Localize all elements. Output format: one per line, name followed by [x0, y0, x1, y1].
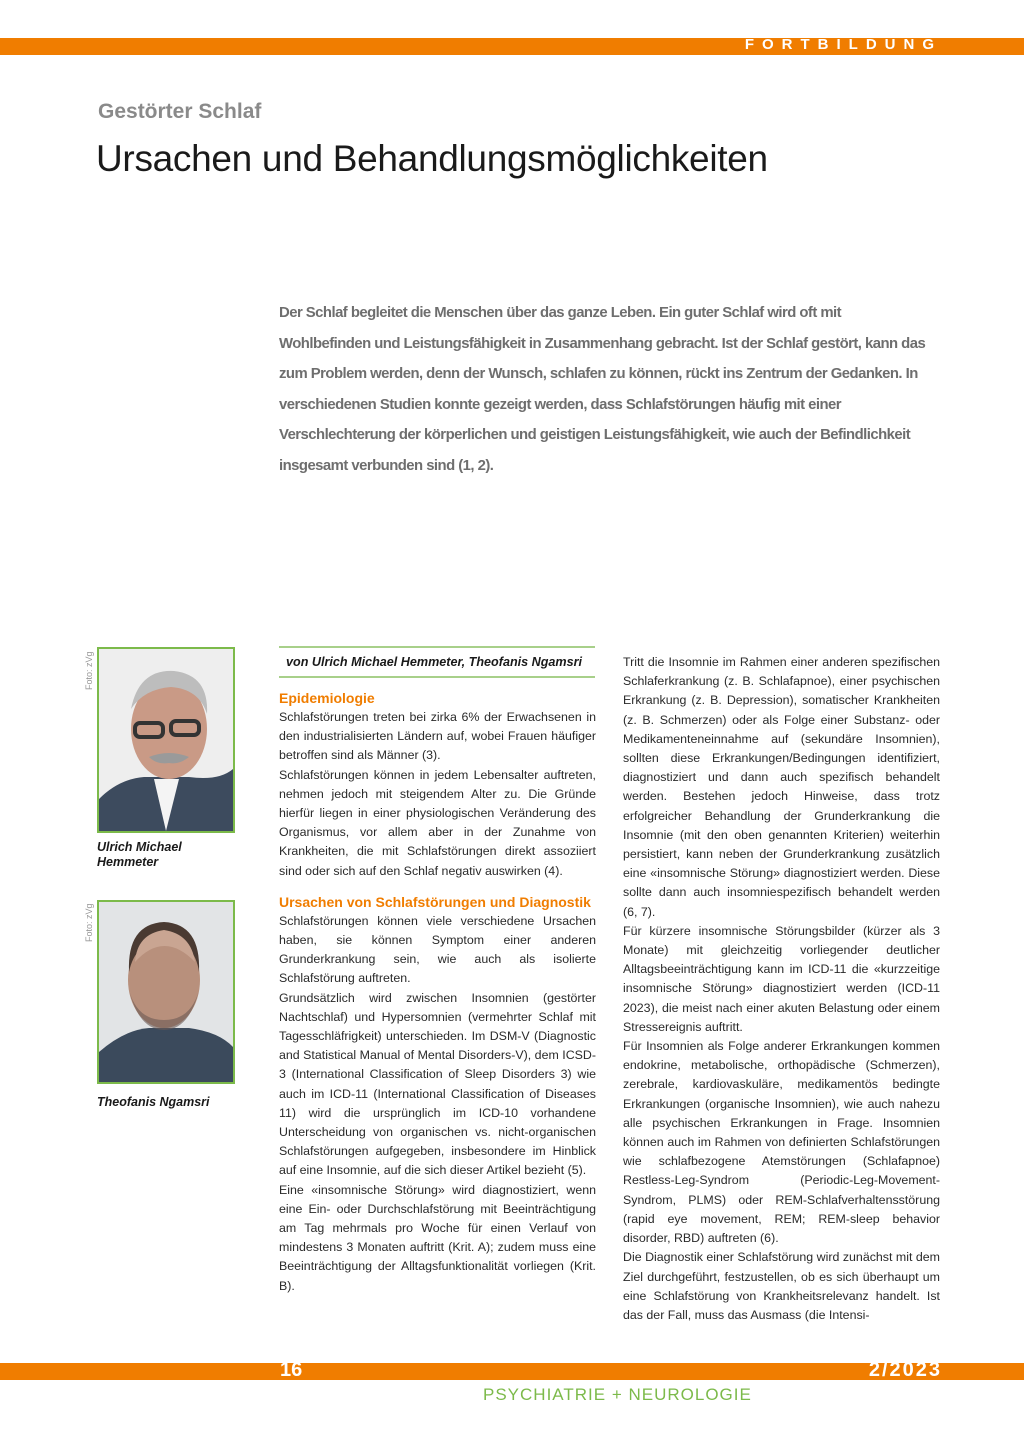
section-label: FORTBILDUNG	[744, 36, 942, 53]
page-number: 16	[280, 1359, 303, 1381]
text-column-2	[623, 653, 940, 1325]
section-heading: Epidemiologie	[279, 690, 375, 706]
issue-number: 2/2023	[868, 1359, 942, 1381]
author-portrait-icon	[99, 902, 233, 1082]
author-caption: Theofanis Ngamsri	[97, 1095, 210, 1109]
byline: von Ulrich Michael Hemmeter, Theofanis Ngamsri	[286, 655, 583, 669]
paragraph: Für Insomnien als Folge anderer Erkrankungen kommen endokrine, metabolische, orthopädische (Schmerzen), zerebrale, kardiovaskuläre, medikamentös bedingte Erkrankungen (organische Insomnien), wie auch nahezu alle psychischen Erkrankungen in Frage. Insomnien können auch im Rahmen von definierten Schlafstörungen wie schlafbezogene Atemstörungen (Schlafapnoe) Restless-Leg-Syndrom (Periodic-Leg-Movement-Syndrom, PLMS) oder REM-Schlafverhaltensstörung (rapid eye movement, REM; REM-sleep behavior disorder, RBD) auftreten (6).	[623, 1039, 940, 1246]
paragraph: Grundsätzlich wird zwischen Insomnien (gestörter Nachtschlaf) und Hypersomnien (vermehrter Schlaf mit Tagesschläfrigkeit) unterschieden. Im DSM-V (Diagnostic and Statistical Manual of Mental Disorders-V), dem ICSD-3 (International Classification of Sleep Disorders 3) wie auch im ICD-11 (International Classification of Diseases 11) wird die ursprünglich im ICD-10 vorhandene Unterscheidung von organischen vs. nicht-organischen Schlafstörungen aufgegeben, insbesondere im Hinblick auf eine Insomnie, auf die sich dieser Artikel bezieht (5).	[279, 990, 596, 1178]
paragraph: Eine «insomnische Störung» wird diagnostiziert, wenn eine Ein- oder Durchschlafstörung mit Beeinträchtigung am Tag mehrmals pro Woche für einen Verlauf von mindestens 3 Monaten auftritt (Krit. A); zudem muss eine Beeinträchtigung der Alltagsfunktionalität vorliegen (Krit. B).	[279, 1182, 596, 1293]
article-title: Ursachen und Behandlungsmöglichkeiten	[96, 138, 768, 179]
photo-credit: Foto: zVg	[84, 903, 94, 942]
section-bar	[0, 38, 1024, 55]
text-column-1	[279, 689, 596, 1296]
section-heading: Ursachen von Schlafstörungen und Diagnostik	[279, 893, 591, 910]
author-photo	[97, 900, 235, 1084]
byline-rule-bottom	[279, 676, 595, 678]
article-kicker: Gestörter Schlaf	[98, 100, 262, 123]
paragraph: Schlafstörungen treten bei zirka 6% der Erwachsenen in den industrialisierten Ländern auf, wobei Frauen häufiger betroffen sind als Männer (3).	[279, 710, 596, 763]
paragraph: Schlafstörungen können in jedem Lebensalter auftreten, nehmen jedoch mit steigendem Alter zu. Die Gründe hierfür liegen in einer physiologischen Veränderung des Organismus, vor allem aber in der Zunahme von Krankheiten, die mit Schlafstörungen direkt assoziiert sind oder sich auf den Schlaf negativ auswirken (4).	[279, 767, 596, 878]
journal-name: PSYCHIATRIE + NEUROLOGIE	[483, 1385, 752, 1404]
photo-credit: Foto: zVg	[84, 651, 94, 690]
paragraph: Die Diagnostik einer Schlafstörung wird zunächst mit dem Ziel durchgeführt, festzustellen, ob es sich überhaupt um eine Schlafstörung von Krankheitsrelevanz handelt. Ist das der Fall, muss das Ausmass (die Intensi-	[623, 1250, 940, 1322]
author-caption: Ulrich Michael Hemmeter	[97, 840, 182, 869]
paragraph: Für kürzere insomnische Störungsbilder (kürzer als 3 Monate) mit gleichzeitig vorliegender deutlicher Alltagsbeeinträchtigung kann im ICD-11 die «kurzzeitige insomnische Störung» diagnostiziert werden (ICD-11 2023), die meist nach einer akuten Belastung oder einem Stressereignis auftritt.	[623, 923, 940, 1034]
paragraph: Tritt die Insomnie im Rahmen einer anderen spezifischen Schlaferkrankung (z. B. Schlafapnoe), einer psychischen Erkrankung (z. B. Depression), somatischer Krankheiten (z. B. Schmerzen) oder als Folge einer Substanz- oder Medikamenteneinnahme auf (sekundäre Insomnien), sollten diese Erkrankungen/Bedingungen identifiziert, diagnostiziert und dann auch spezifisch behandelt werden. Bestehen jedoch Hinweise, dass trotz erfolgreicher Behandlung der Grunderkrankung die Insomnie (mit den oben genannten Kriterien) weiterhin persistiert, kann neben der Grunderkrankung zusätzlich eine «insomnische Störung» diagnostiziert werden. Diese sollte dann auch insomniespezifisch behandelt werden (6, 7).	[623, 655, 940, 919]
author-portrait-icon	[99, 649, 233, 831]
author-photo	[97, 647, 235, 833]
byline-rule-top	[279, 646, 595, 648]
paragraph: Schlafstörungen können viele verschiedene Ursachen haben, sie können Symptom einer anderen Grunderkrankung sein, wie auch als isolierte Schlafstörung auftreten.	[279, 913, 596, 986]
article-lead: Der Schlaf begleitet die Menschen über das ganze Leben. Ein guter Schlaf wird oft mit Wohlbefinden und Leistungsfähigkeit in Zusammenhang gebracht. Ist der Schlaf gestört, kann das zum Problem werden, denn der Wunsch, schlafen zu können, rückt ins Zentrum der Gedanken. In verschiedenen Studien konnte gezeigt werden, dass Schlafstörungen häufig mit einer Verschlechterung der körperlichen und geistigen Leistungsfähigkeit, wie auch der Befindlichkeit insgesamt verbunden sind (1, 2).	[279, 304, 926, 474]
